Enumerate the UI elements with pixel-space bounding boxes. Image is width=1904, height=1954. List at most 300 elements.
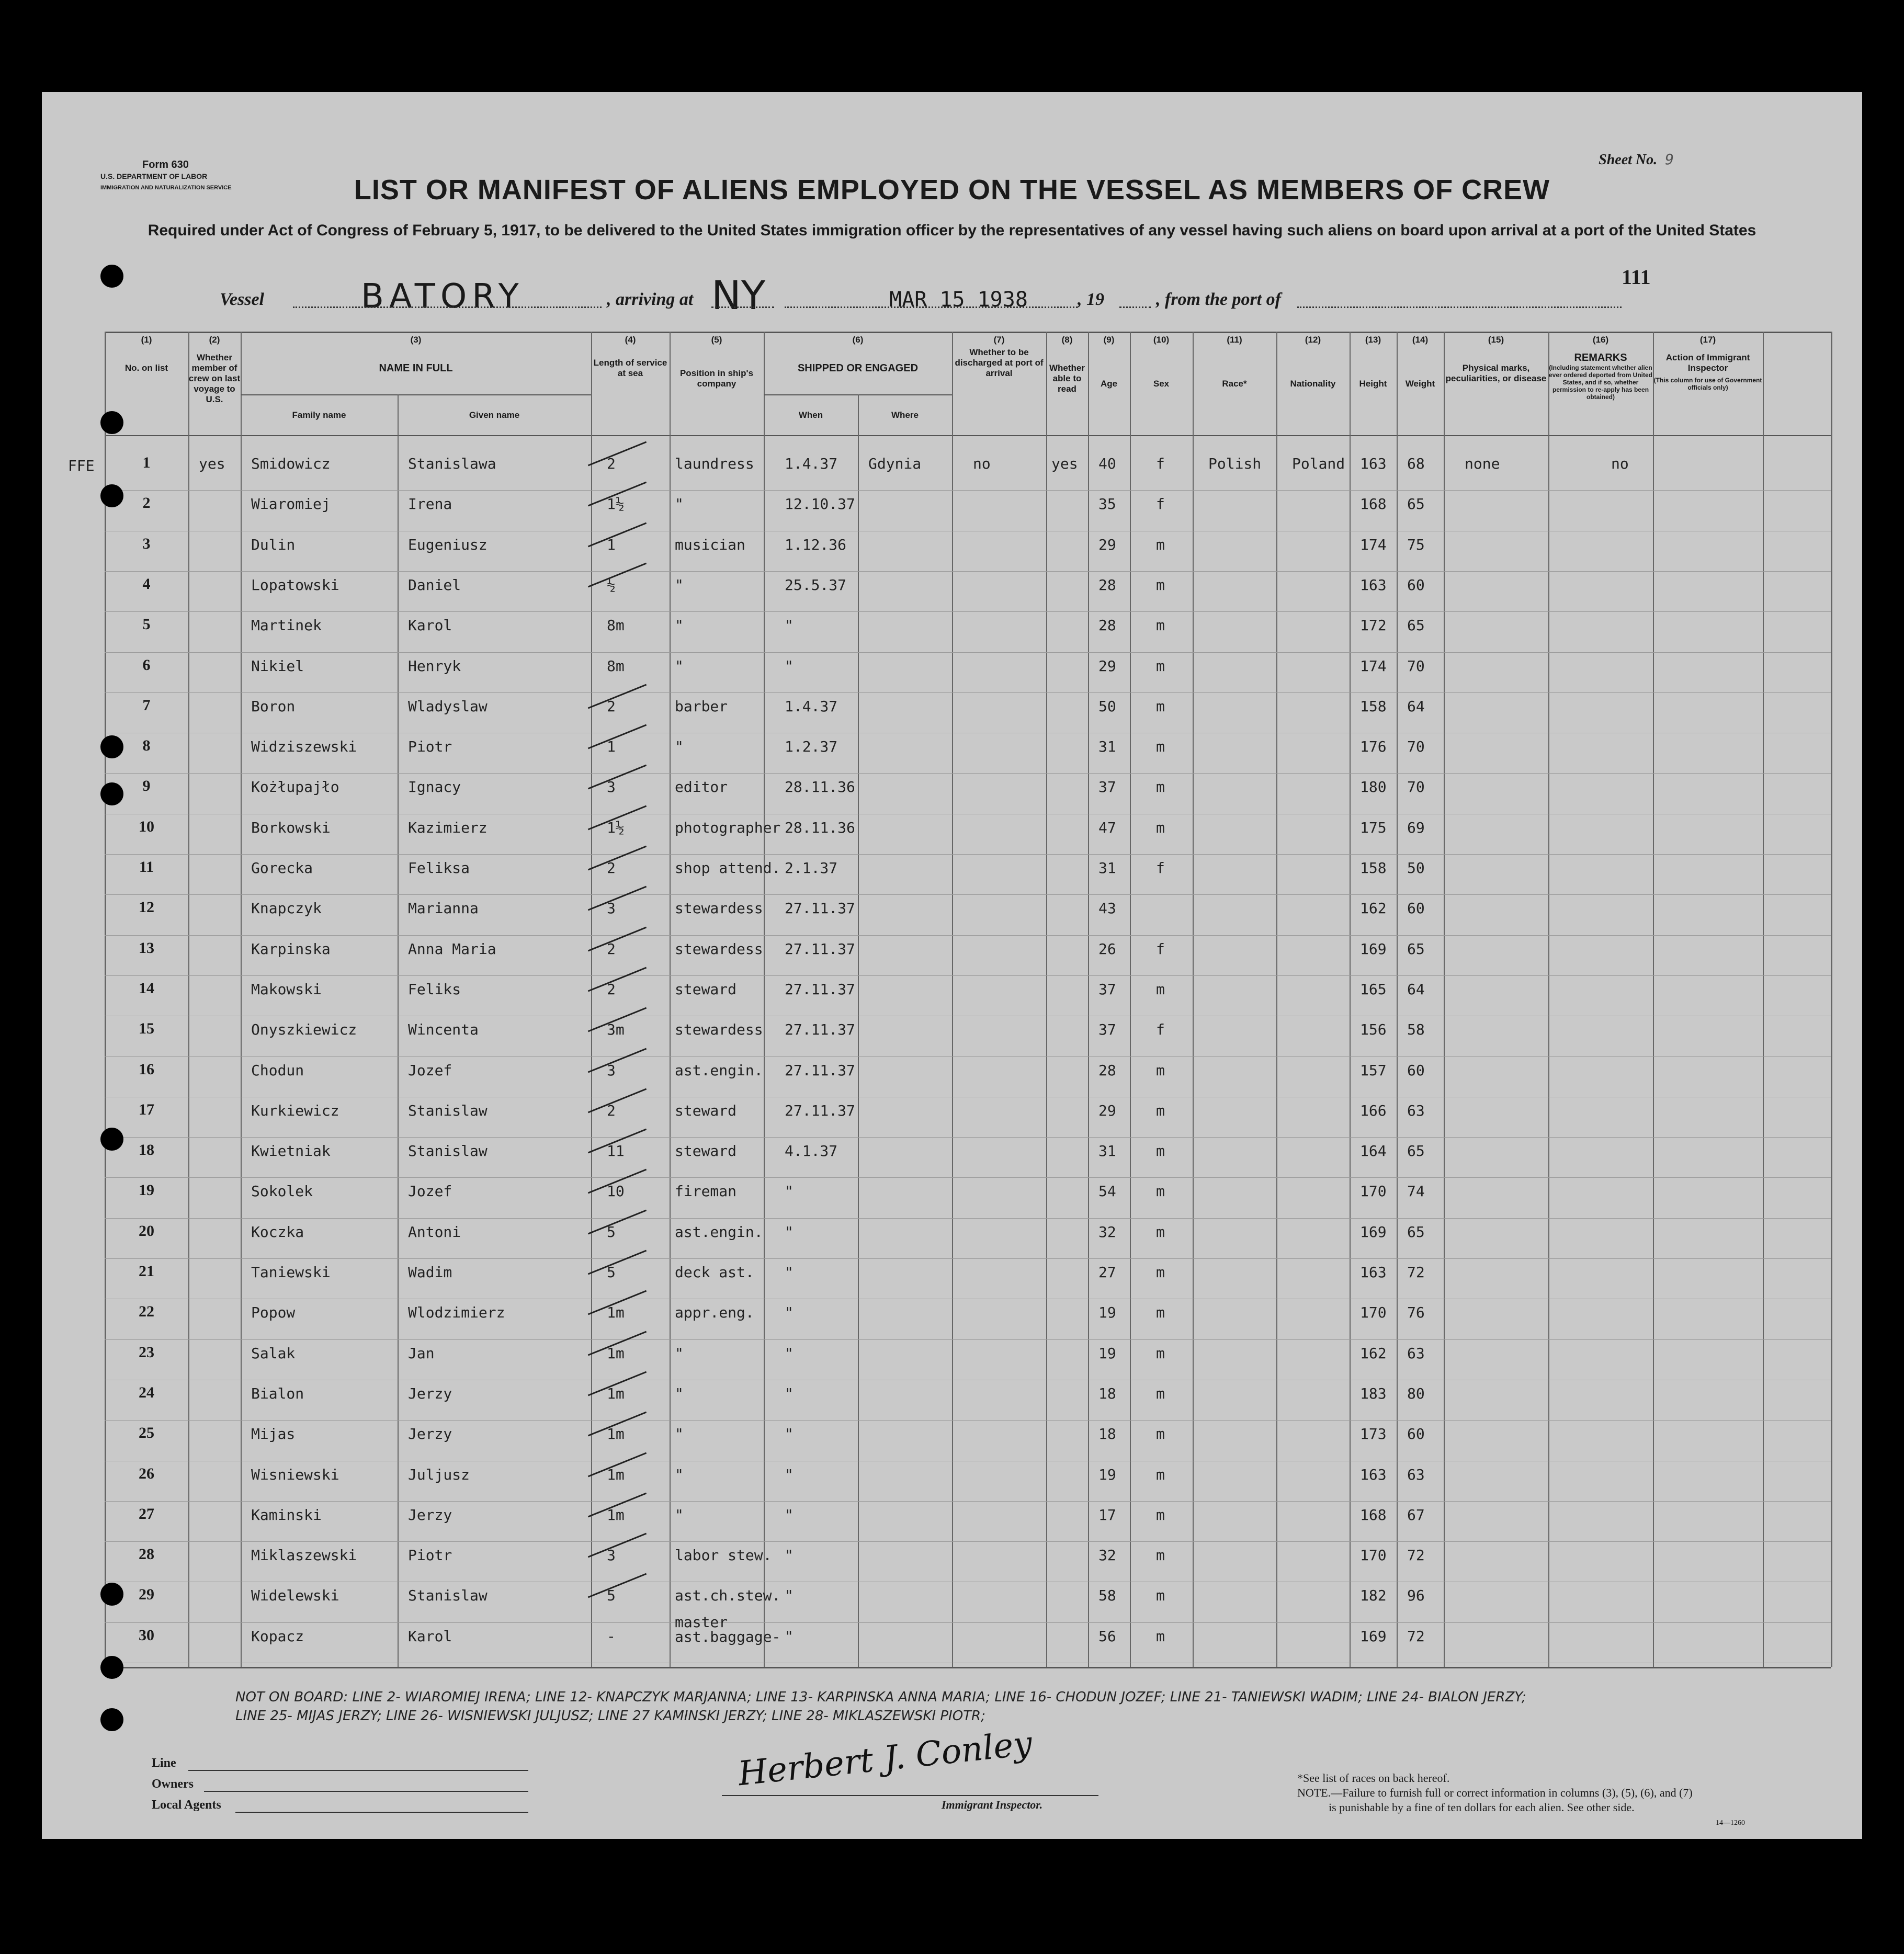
column-header: Whether to be discharged at port of arrival bbox=[955, 347, 1044, 378]
service-checkmark bbox=[588, 1088, 647, 1113]
cell-sex: m bbox=[1156, 980, 1165, 998]
cell-sex: m bbox=[1156, 536, 1165, 553]
cell-discharged: no bbox=[973, 455, 991, 472]
cell-position: " bbox=[675, 657, 684, 675]
cell-when: 27.11.37 bbox=[785, 1021, 855, 1039]
cell-position: fireman bbox=[675, 1183, 737, 1200]
cell-family: Koczka bbox=[251, 1223, 304, 1241]
column-rule bbox=[1831, 332, 1832, 1667]
column-header: Where bbox=[891, 410, 919, 420]
cell-family: Kurkiewicz bbox=[251, 1101, 339, 1119]
cell-given: Irena bbox=[408, 495, 452, 513]
column-rule bbox=[764, 332, 765, 1667]
cell-age: 40 bbox=[1098, 455, 1116, 472]
column-rule bbox=[1444, 332, 1445, 1667]
cell-when: 2.1.37 bbox=[785, 859, 838, 877]
vessel-label: Vessel bbox=[220, 290, 264, 309]
cell-sex: m bbox=[1156, 1384, 1165, 1402]
cell-when: 1.12.36 bbox=[785, 536, 847, 553]
cell-service: 2 bbox=[607, 455, 616, 472]
column-number: (8) bbox=[1061, 335, 1073, 345]
cell-height: 157 bbox=[1360, 1061, 1387, 1079]
column-rule bbox=[1350, 332, 1351, 1667]
cell-height: 173 bbox=[1360, 1425, 1387, 1443]
cell-service: 1m bbox=[607, 1506, 625, 1524]
column-number: (16) bbox=[1592, 335, 1609, 345]
cell-family: Wiaromiej bbox=[251, 495, 331, 513]
cell-height: 174 bbox=[1360, 657, 1387, 675]
cell-sex: m bbox=[1156, 1506, 1165, 1524]
cell-position: shop attend. bbox=[675, 859, 781, 877]
row-rule bbox=[105, 490, 1831, 491]
cell-service: 11 bbox=[607, 1142, 625, 1160]
row-number: 17 bbox=[139, 1100, 154, 1118]
cell-weight: 72 bbox=[1407, 1264, 1425, 1281]
cell-given: Wlodzimierz bbox=[408, 1304, 505, 1322]
column-number: (1) bbox=[141, 335, 152, 345]
row-number: 22 bbox=[139, 1303, 154, 1321]
not-on-board-note-1: NOT ON BOARD: LINE 2- WIAROMIEJ IRENA; LINE 12- KNAPCZYK MARJANNA; LINE 13- KARPINSKA ANNA MARIA; LINE 16- CHODUN JOZEF; LINE 21- TANIEWSKI WADIM; LINE 24- BIALON JERZY; bbox=[235, 1689, 1526, 1705]
arriving-port: NY bbox=[711, 272, 766, 319]
name-split-rule bbox=[398, 394, 399, 1667]
cell-position: stewardess bbox=[675, 940, 763, 958]
cell-given: Henryk bbox=[408, 657, 461, 675]
cell-given: Daniel bbox=[408, 576, 461, 594]
cell-service: 8m bbox=[607, 657, 625, 675]
service-checkmark bbox=[588, 684, 647, 709]
row-rule bbox=[105, 935, 1831, 936]
cell-position: " bbox=[675, 738, 684, 756]
year-label: , 19 bbox=[1078, 290, 1104, 309]
row-number: 15 bbox=[139, 1020, 154, 1038]
cell-given: Piotr bbox=[408, 738, 452, 756]
cell-service: 1½ bbox=[607, 495, 625, 513]
cell-position: " bbox=[675, 1384, 684, 1402]
not-on-board-note-2: LINE 25- MIJAS JERZY; LINE 26- WISNIEWSKI JULJUSZ; LINE 27 KAMINSKI JERZY; LINE 28- MIKLASZEWSKI PIOTR; bbox=[235, 1708, 985, 1724]
vessel-name: BATORY bbox=[361, 277, 524, 316]
column-header: Whether member of crew on last voyage to U.S. bbox=[188, 353, 241, 404]
cell-sex: m bbox=[1156, 778, 1165, 796]
column-header: Physical marks, peculiarities, or disease bbox=[1445, 363, 1547, 383]
cell-given: Piotr bbox=[408, 1547, 452, 1564]
row-number: 2 bbox=[142, 494, 151, 512]
cell-when: 27.11.37 bbox=[785, 900, 855, 917]
cell-when: 12.10.37 bbox=[785, 495, 855, 513]
column-number: (7) bbox=[993, 335, 1005, 345]
row-rule bbox=[105, 1541, 1831, 1542]
column-rule bbox=[1653, 332, 1654, 1667]
cell-height: 162 bbox=[1360, 1344, 1387, 1362]
cell-service: 3m bbox=[607, 1021, 625, 1039]
row-number: 9 bbox=[142, 777, 151, 795]
cell-age: 19 bbox=[1098, 1304, 1116, 1322]
cell-sex: m bbox=[1156, 1142, 1165, 1160]
cell-weight: 63 bbox=[1407, 1101, 1425, 1119]
column-number: (2) bbox=[209, 335, 220, 345]
cell-when: " bbox=[785, 1384, 794, 1402]
row-rule bbox=[105, 1622, 1831, 1623]
row-number: 7 bbox=[142, 696, 151, 714]
cell-height: 170 bbox=[1360, 1183, 1387, 1200]
cell-family: Taniewski bbox=[251, 1264, 331, 1281]
cell-sex: m bbox=[1156, 576, 1165, 594]
cell-weight: 65 bbox=[1407, 617, 1425, 634]
binder-hole bbox=[100, 1583, 123, 1606]
row-number: 21 bbox=[139, 1263, 154, 1280]
row-number: 16 bbox=[139, 1060, 154, 1078]
penalty-note: NOTE.—Failure to furnish full or correct information in columns (3), (5), (6), and (7) bbox=[1297, 1786, 1693, 1799]
cell-given: Karol bbox=[408, 617, 452, 634]
cell-given: Stanislaw bbox=[408, 1587, 488, 1605]
column-header: Length of service at sea bbox=[593, 358, 667, 378]
cell-age: 37 bbox=[1098, 778, 1116, 796]
row-rule bbox=[105, 1218, 1831, 1219]
column-rule bbox=[241, 332, 242, 1667]
manifest-sheet bbox=[42, 92, 1862, 1839]
cell-given: Wincenta bbox=[408, 1021, 479, 1039]
sheet-label: Sheet No. bbox=[1599, 152, 1658, 168]
service-checkmark bbox=[588, 724, 647, 749]
service-checkmark bbox=[588, 1573, 647, 1598]
cell-when: " bbox=[785, 617, 794, 634]
cell-age: 28 bbox=[1098, 1061, 1116, 1079]
cell-height: 180 bbox=[1360, 778, 1387, 796]
cell-position: deck ast. bbox=[675, 1264, 754, 1281]
binder-hole bbox=[100, 484, 123, 507]
cell-weight: 65 bbox=[1407, 495, 1425, 513]
cell-position: " bbox=[675, 495, 684, 513]
cell-weight: 65 bbox=[1407, 1142, 1425, 1160]
cell-weight: 60 bbox=[1407, 1061, 1425, 1079]
service-checkmark bbox=[588, 846, 647, 871]
row-rule bbox=[105, 1177, 1831, 1178]
cell-age: 37 bbox=[1098, 980, 1116, 998]
cell-weight: 74 bbox=[1407, 1183, 1425, 1200]
cell-read: yes bbox=[1051, 455, 1078, 472]
service-checkmark bbox=[588, 1209, 647, 1234]
cell-height: 158 bbox=[1360, 697, 1387, 715]
cell-sex: m bbox=[1156, 1061, 1165, 1079]
cell-position: " bbox=[675, 1465, 684, 1483]
row-number: 4 bbox=[142, 575, 151, 593]
column-number: (5) bbox=[711, 335, 722, 345]
cell-position: stewardess bbox=[675, 900, 763, 917]
cell-weight: 50 bbox=[1407, 859, 1425, 877]
cell-service: 1m bbox=[607, 1304, 625, 1322]
cell-weight: 76 bbox=[1407, 1304, 1425, 1322]
cell-when: " bbox=[785, 1223, 794, 1241]
cell-when: " bbox=[785, 1183, 794, 1200]
cell-height: 163 bbox=[1360, 1465, 1387, 1483]
row-rule bbox=[105, 894, 1831, 895]
cell-position: editor bbox=[675, 778, 728, 796]
cell-family: Sokolek bbox=[251, 1183, 313, 1200]
cell-sex: f bbox=[1156, 859, 1165, 877]
row-rule bbox=[105, 854, 1831, 855]
cell-height: 156 bbox=[1360, 1021, 1387, 1039]
cell-given: Feliksa bbox=[408, 859, 470, 877]
row-number: 24 bbox=[139, 1383, 154, 1401]
cell-when: 27.11.37 bbox=[785, 940, 855, 958]
cell-service: ½ bbox=[607, 576, 616, 594]
cell-height: 168 bbox=[1360, 495, 1387, 513]
cell-family: Knapczyk bbox=[251, 900, 322, 917]
line-label: Line bbox=[152, 1756, 176, 1770]
cell-given: Ignacy bbox=[408, 778, 461, 796]
cell-height: 175 bbox=[1360, 819, 1387, 836]
cell-service: 1 bbox=[607, 738, 616, 756]
column-header: (This column for use of Government officials only) bbox=[1653, 377, 1762, 391]
cell-height: 163 bbox=[1360, 455, 1387, 472]
sheet-number bbox=[1599, 151, 1674, 168]
sheet-value: 9 bbox=[1665, 151, 1674, 168]
cell-given: Jozef bbox=[408, 1061, 452, 1079]
cell-family: Kwietniak bbox=[251, 1142, 331, 1160]
column-rule bbox=[1763, 332, 1764, 1667]
row-rule bbox=[105, 611, 1831, 612]
cell-age: 54 bbox=[1098, 1183, 1116, 1200]
cell-family: Widziszewski bbox=[251, 738, 357, 756]
cell-position: steward bbox=[675, 1101, 737, 1119]
column-rule bbox=[591, 332, 592, 1667]
cell-age: 47 bbox=[1098, 819, 1116, 836]
cell-when: " bbox=[785, 1304, 794, 1322]
cell-given: Stanislaw bbox=[408, 1142, 488, 1160]
row-number: 28 bbox=[139, 1546, 154, 1563]
cell-when: 28.11.36 bbox=[785, 778, 855, 796]
row-number: 27 bbox=[139, 1505, 154, 1523]
cell-when: " bbox=[785, 1587, 794, 1605]
cell-height: 165 bbox=[1360, 980, 1387, 998]
cell-family: Dulin bbox=[251, 536, 296, 553]
cell-service: 1m bbox=[607, 1425, 625, 1443]
cell-when: 4.1.37 bbox=[785, 1142, 838, 1160]
cell-sex: m bbox=[1156, 1465, 1165, 1483]
cell-family: Makowski bbox=[251, 980, 322, 998]
column-rule bbox=[1276, 332, 1277, 1667]
binder-hole bbox=[100, 265, 123, 288]
cell-sex: f bbox=[1156, 455, 1165, 472]
cell-weight: 63 bbox=[1407, 1465, 1425, 1483]
row-number: 26 bbox=[139, 1464, 154, 1482]
cell-age: 43 bbox=[1098, 900, 1116, 917]
column-rule bbox=[1046, 332, 1047, 1667]
arrival-date: MAR 15 1938 bbox=[889, 288, 1028, 312]
cell-position: " bbox=[675, 1425, 684, 1443]
cell-when: 27.11.37 bbox=[785, 1101, 855, 1119]
column-number: (17) bbox=[1699, 335, 1716, 345]
cell-age: 28 bbox=[1098, 617, 1116, 634]
service-checkmark bbox=[588, 886, 647, 911]
cell-service: 2 bbox=[607, 940, 616, 958]
cell-weight: 68 bbox=[1407, 455, 1425, 472]
cell-weight: 58 bbox=[1407, 1021, 1425, 1039]
crew-table bbox=[68, 332, 1831, 1848]
service-checkmark bbox=[588, 522, 647, 547]
service-checkmark bbox=[588, 563, 647, 588]
cell-remarks: no bbox=[1611, 455, 1629, 472]
cell-family: Boron bbox=[251, 697, 296, 715]
cell-height: 163 bbox=[1360, 1264, 1387, 1281]
cell-weight: 67 bbox=[1407, 1506, 1425, 1524]
cell-position: " bbox=[675, 1344, 684, 1362]
column-rule bbox=[952, 332, 953, 1667]
cell-sex: m bbox=[1156, 819, 1165, 836]
cell-family: Salak bbox=[251, 1344, 296, 1362]
column-header: (Including statement whether alien ever ordered deported from United States, and if so, whether permission to re-apply has been obtained) bbox=[1548, 364, 1653, 401]
cell-sex: m bbox=[1156, 1101, 1165, 1119]
cell-weight: 65 bbox=[1407, 940, 1425, 958]
vessel-line bbox=[220, 272, 1632, 319]
cell-height: 170 bbox=[1360, 1304, 1387, 1322]
cell-service: 3 bbox=[607, 1547, 616, 1564]
cell-age: 27 bbox=[1098, 1264, 1116, 1281]
cell-position: labor stew. bbox=[675, 1547, 772, 1564]
column-header: NAME IN FULL bbox=[379, 362, 453, 374]
cell-given: Stanislaw bbox=[408, 1101, 488, 1119]
cell-weight: 70 bbox=[1407, 778, 1425, 796]
row-rule bbox=[105, 1501, 1831, 1502]
row-number: 23 bbox=[139, 1343, 154, 1361]
cell-sex: m bbox=[1156, 1223, 1165, 1241]
cell-height: 176 bbox=[1360, 738, 1387, 756]
cell-service: 2 bbox=[607, 1101, 616, 1119]
cell-service: 3 bbox=[607, 1061, 616, 1079]
cell-sex: m bbox=[1156, 1344, 1165, 1362]
row-number: 14 bbox=[139, 979, 154, 997]
cell-when: " bbox=[785, 1344, 794, 1362]
table-top-border bbox=[105, 332, 1831, 333]
row-rule bbox=[105, 1056, 1831, 1057]
cell-weight: 63 bbox=[1407, 1344, 1425, 1362]
row-number: 29 bbox=[139, 1586, 154, 1604]
column-rule bbox=[188, 332, 189, 1667]
local-agents-label: Local Agents bbox=[152, 1798, 221, 1812]
cell-sex: m bbox=[1156, 657, 1165, 675]
column-rule bbox=[1193, 332, 1194, 1667]
cell-sex: m bbox=[1156, 1264, 1165, 1281]
cell-weight: 60 bbox=[1407, 1425, 1425, 1443]
cell-where: Gdynia bbox=[868, 455, 922, 472]
row-number: 12 bbox=[139, 899, 154, 916]
cell-height: 168 bbox=[1360, 1506, 1387, 1524]
cell-position: ast.ch.stew. bbox=[675, 1587, 781, 1605]
cell-service: 1 bbox=[607, 536, 616, 553]
column-number: (9) bbox=[1103, 335, 1115, 345]
table-header-border bbox=[105, 435, 1831, 436]
row-rule bbox=[105, 1339, 1831, 1340]
cell-age: 31 bbox=[1098, 1142, 1116, 1160]
cell-family: Gorecka bbox=[251, 859, 313, 877]
cell-age: 32 bbox=[1098, 1547, 1116, 1564]
cell-weight: 60 bbox=[1407, 576, 1425, 594]
cell-age: 28 bbox=[1098, 576, 1116, 594]
cell-when: " bbox=[785, 657, 794, 675]
service-checkmark bbox=[588, 967, 647, 992]
cell-service: 1m bbox=[607, 1465, 625, 1483]
column-rule bbox=[1088, 332, 1089, 1667]
cell-family: Karpinska bbox=[251, 940, 331, 958]
row-number: 10 bbox=[139, 817, 154, 835]
cell-given: Jerzy bbox=[408, 1384, 452, 1402]
row-rule bbox=[105, 1137, 1831, 1138]
cell-given: Antoni bbox=[408, 1223, 461, 1241]
column-rule bbox=[1130, 332, 1131, 1667]
cell-age: 35 bbox=[1098, 495, 1116, 513]
column-header: Action of Immigrant Inspector bbox=[1665, 353, 1750, 373]
column-rule bbox=[670, 332, 671, 1667]
cell-sex: m bbox=[1156, 738, 1165, 756]
cell-height: 183 bbox=[1360, 1384, 1387, 1402]
column-rule bbox=[1548, 332, 1549, 1667]
binder-hole bbox=[100, 411, 123, 434]
cell-nationality: Poland bbox=[1292, 455, 1345, 472]
cell-service: 1½ bbox=[607, 819, 625, 836]
cell-height: 169 bbox=[1360, 1627, 1387, 1645]
cell-sex: m bbox=[1156, 1304, 1165, 1322]
cell-service: 10 bbox=[607, 1183, 625, 1200]
cell-family: Martinek bbox=[251, 617, 322, 634]
inspector-signature: Herbert J. Conley bbox=[736, 1724, 1034, 1794]
service-name: IMMIGRATION AND NATURALIZATION SERVICE bbox=[100, 185, 232, 191]
cell-weight: 70 bbox=[1407, 657, 1425, 675]
cell-family: Borkowski bbox=[251, 819, 331, 836]
table-bottom-border bbox=[105, 1667, 1831, 1668]
cell-given: Marianna bbox=[408, 900, 479, 917]
cell-service: 3 bbox=[607, 778, 616, 796]
cell-height: 162 bbox=[1360, 900, 1387, 917]
cell-family: Miklaszewski bbox=[251, 1547, 357, 1564]
column-number: (3) bbox=[410, 335, 422, 345]
cell-age: 17 bbox=[1098, 1506, 1116, 1524]
row-number: 11 bbox=[139, 858, 154, 876]
cell-age: 18 bbox=[1098, 1425, 1116, 1443]
cell-height: 169 bbox=[1360, 940, 1387, 958]
cell-when: 27.11.37 bbox=[785, 980, 855, 998]
row-number: 30 bbox=[139, 1626, 154, 1644]
cell-position: photographer bbox=[675, 819, 781, 836]
column-number: (15) bbox=[1488, 335, 1504, 345]
binder-hole bbox=[100, 735, 123, 758]
row-rule bbox=[105, 652, 1831, 653]
cell-crew: yes bbox=[199, 455, 225, 472]
service-checkmark bbox=[588, 1250, 647, 1275]
binder-hole bbox=[100, 1708, 123, 1731]
column-number: (4) bbox=[625, 335, 636, 345]
page-number: 111 bbox=[1622, 265, 1651, 289]
cell-given: Jerzy bbox=[408, 1425, 452, 1443]
cell-given: Feliks bbox=[408, 980, 461, 998]
cell-age: 31 bbox=[1098, 859, 1116, 877]
cell-weight: 75 bbox=[1407, 536, 1425, 553]
column-header: Race* bbox=[1222, 379, 1247, 389]
cell-height: 172 bbox=[1360, 617, 1387, 634]
binder-hole bbox=[100, 1656, 123, 1679]
cell-given: Wladyslaw bbox=[408, 697, 488, 715]
cell-service: 5 bbox=[607, 1587, 616, 1605]
cell-height: 170 bbox=[1360, 1547, 1387, 1564]
column-header: Age bbox=[1100, 379, 1118, 389]
cell-family: Mijas bbox=[251, 1425, 296, 1443]
cell-given: Kazimierz bbox=[408, 819, 488, 836]
cell-when: " bbox=[785, 1506, 794, 1524]
row-number: 18 bbox=[139, 1141, 154, 1159]
cell-sex: m bbox=[1156, 617, 1165, 634]
cell-weight: 72 bbox=[1407, 1627, 1425, 1645]
name-subheader-rule bbox=[241, 394, 591, 395]
row-rule bbox=[105, 571, 1831, 572]
cell-given: Karol bbox=[408, 1627, 452, 1645]
